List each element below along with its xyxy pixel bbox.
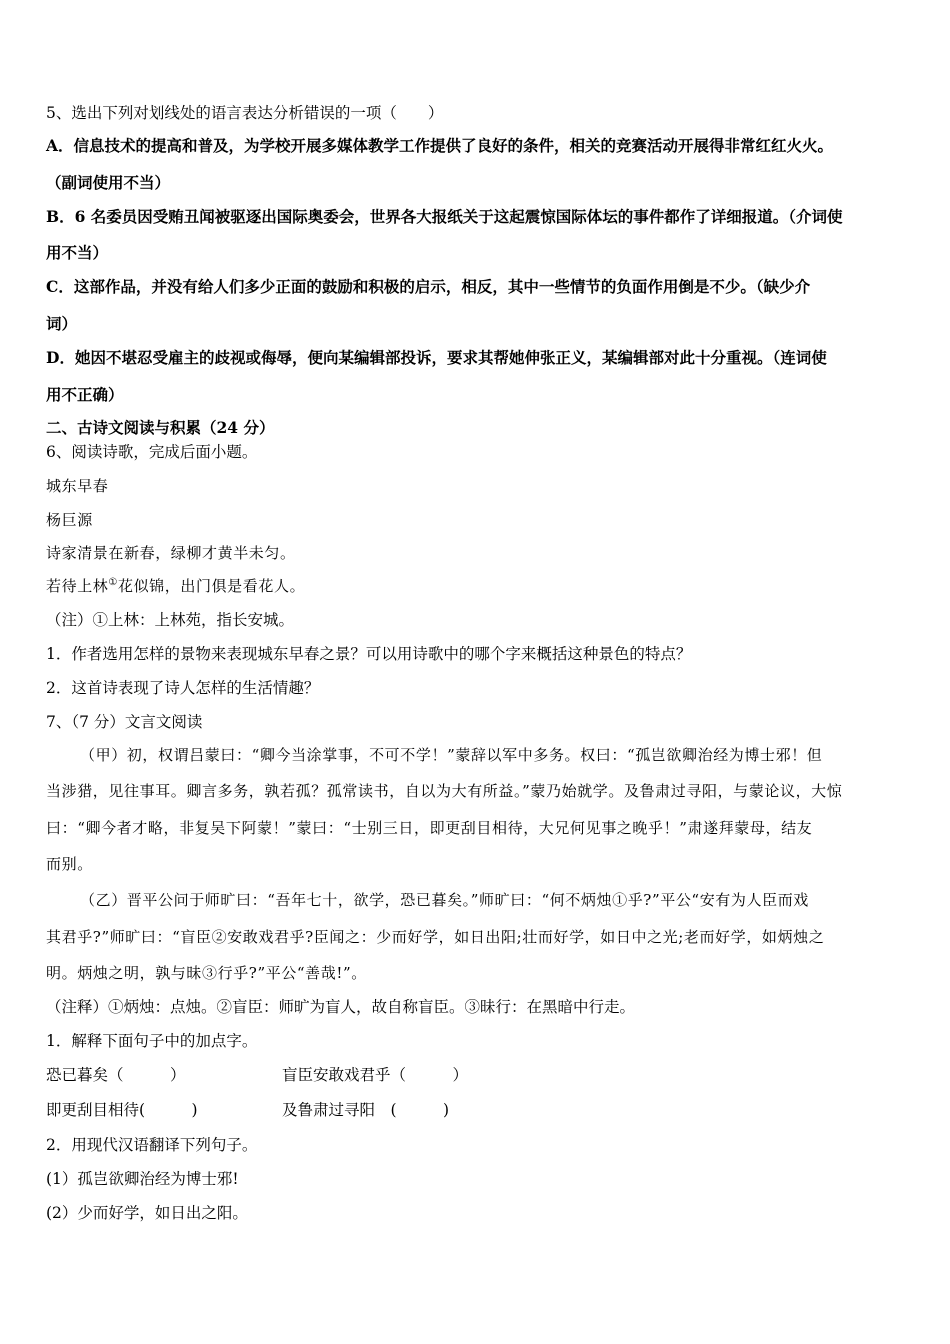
footnote-marker: ①	[108, 577, 118, 588]
poem-line-2-end: 花似锦，出门俱是看花人。	[117, 577, 306, 595]
question-6-sub-1: 1．作者选用怎样的景物来表现城东早春之景？可以用诗歌中的哪个字来概括这种景色的特点？	[46, 645, 692, 663]
poem-line-2-start: 若待上林	[46, 577, 109, 595]
passage-jia-line2: 当涉猎，见往事耳。卿言多务，孰若孤？孤常读书，自以为大有所益。”蒙乃始就学。及鲁肃过寻阳，与蒙论议，大惊	[46, 782, 843, 800]
question-7-stem: 7、（7 分）文言文阅读	[46, 713, 203, 731]
passage-jia-line3: 曰：“卿今者才略，非复吴下阿蒙！”蒙曰：“士别三日，即更刮目相待，大兄何见事之晚乎！”肃遂拜蒙母，结友	[46, 819, 813, 837]
translate-item-2: (2）少而好学，如日出之阳。	[46, 1204, 248, 1222]
option-c-line2: 词）	[46, 314, 78, 333]
question-6-stem: 6、阅读诗歌，完成后面小题。	[46, 443, 258, 461]
passage-note: （注释）①炳烛：点烛。②盲臣：师旷为盲人，故自称盲臣。③昧行：在黑暗中行走。	[46, 998, 636, 1016]
poem-title: 城东早春	[46, 477, 109, 495]
blank-item-3: 即更刮目相待( )	[46, 1101, 198, 1119]
passage-yi-line3: 明。炳烛之明，孰与昧③行乎?”平公“善哉!”。	[46, 964, 367, 982]
passage-yi-line1: （乙）晋平公问于师旷曰：“吾年七十，欲学，恐已暮矣。”师旷曰：“何不炳烛①乎?”平公“安有为人臣而戏	[80, 891, 809, 909]
option-c-line1: C．这部作品，并没有给人们多少正面的鼓励和积极的启示，相反，其中一些情节的负面作用倒是不少。（缺少介	[46, 277, 811, 296]
question-6-sub-2: 2．这首诗表现了诗人怎样的生活情趣？	[46, 679, 320, 697]
question-7-sub-1: 1．解释下面句子中的加点字。	[46, 1032, 258, 1050]
passage-yi-line2: 其君乎?”师旷曰：“盲臣②安敢戏君乎?臣闻之：少而好学，如日出阳;壮而好学，如日中之光;老而好学，如炳烛之	[46, 928, 825, 946]
question-5-stem: 5、选出下列对划线处的语言表达分析错误的一项（ ）	[46, 104, 444, 122]
passage-jia-line4: 而别。	[46, 855, 93, 873]
poem-note: （注）①上林：上林苑，指长安城。	[46, 611, 295, 629]
section-2-title: 二、古诗文阅读与积累（24 分）	[46, 418, 275, 437]
blank-item-2: 盲臣安敢戏君乎（ ）	[282, 1066, 469, 1084]
option-b-line1: B．6 名委员因受贿丑闻被驱逐出国际奥委会，世界各大报纸关于这起震惊国际体坛的事件都作了详细报道。（介词使	[46, 207, 843, 226]
blank-item-4: 及鲁肃过寻阳 ( )	[282, 1101, 450, 1119]
option-b-line2: 用不当）	[46, 243, 109, 262]
passage-jia-line1: （甲）初，权谓吕蒙曰：“卿今当涂掌事，不可不学！”蒙辞以军中多务。权曰：“孤岂欲卿治经为博士邪！但	[80, 746, 823, 764]
poem-line-2	[46, 575, 908, 597]
option-a-line1: A．信息技术的提高和普及，为学校开展多媒体教学工作提供了良好的条件，相关的竞赛活动开展得非常红红火火。	[46, 136, 834, 155]
option-d-line2: 用不正确）	[46, 385, 124, 404]
question-7-sub-2: 2．用现代汉语翻译下列句子。	[46, 1136, 258, 1154]
poem-line-1: 诗家清景在新春，绿柳才黄半未匀。	[46, 544, 296, 562]
poem-author: 杨巨源	[46, 511, 93, 529]
option-a-line2: （副词使用不当）	[46, 173, 171, 192]
translate-item-1: (1）孤岂欲卿治经为博士邪!	[46, 1170, 239, 1188]
blank-item-1: 恐已暮矣（ ）	[46, 1066, 186, 1084]
option-d-line1: D．她因不堪忍受雇主的歧视或侮辱，便向某编辑部投诉，要求其帮她伸张正义，某编辑部对此十分重视。（连词使	[46, 348, 827, 367]
